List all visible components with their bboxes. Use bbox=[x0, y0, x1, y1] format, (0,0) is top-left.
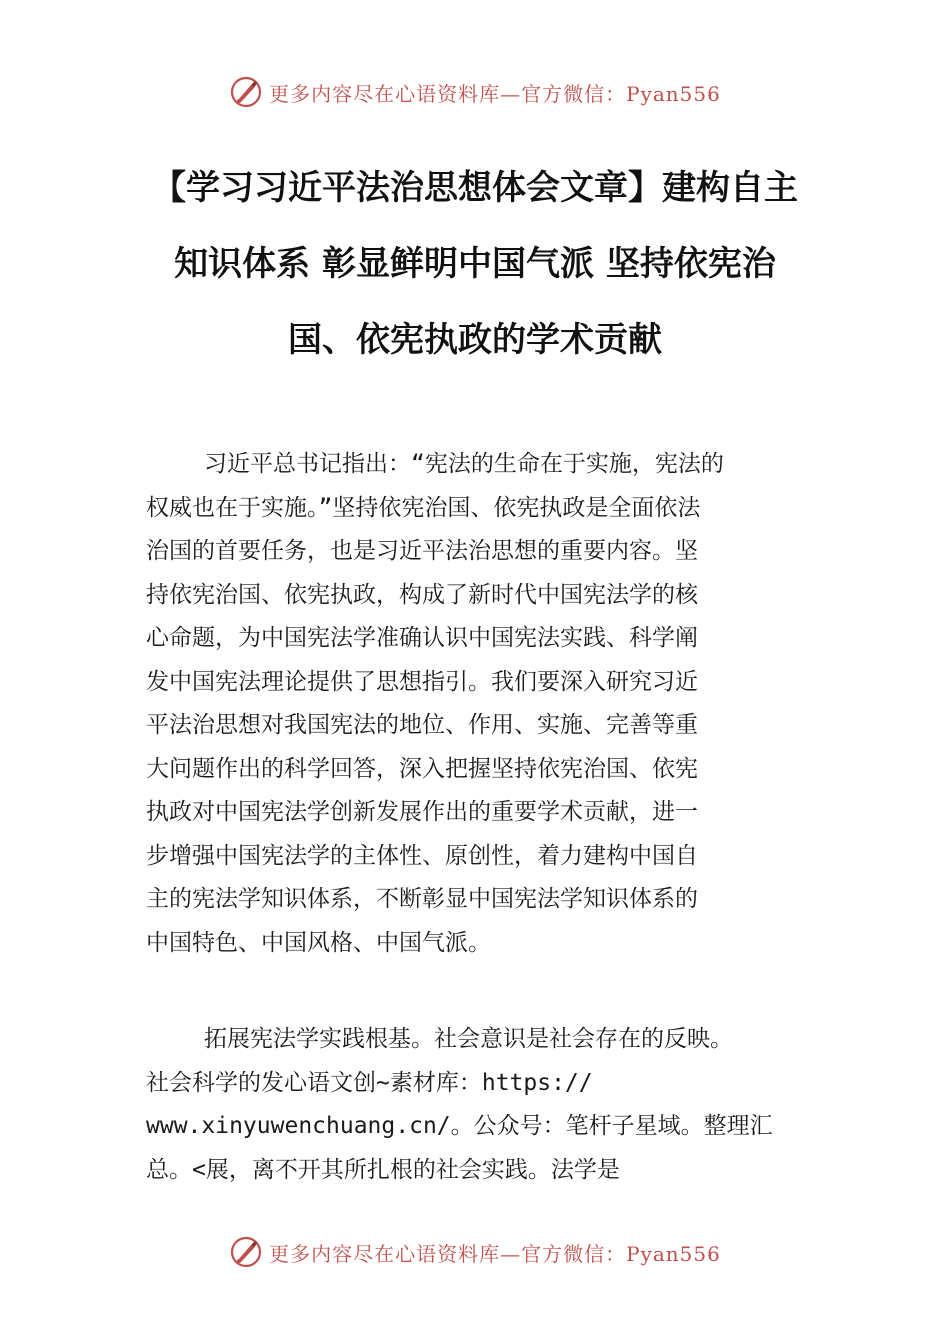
document-title bbox=[100, 150, 850, 378]
paragraph-1 bbox=[146, 443, 836, 965]
paragraph-line: 步增强中国宪法学的主体性、原创性，着力建构中国自 bbox=[146, 842, 698, 869]
paragraph-line: 持依宪治国、依宪执政，构成了新时代中国宪法学的核 bbox=[146, 581, 698, 608]
paragraph-line: 习近平总书记指出：“宪法的生命在于实施，宪法的 bbox=[204, 451, 724, 477]
paragraph-line: 发中国宪法理论提供了思想指引。我们要深入研究习近 bbox=[146, 668, 698, 695]
watermark-text: 更多内容尽在心语资料库—官方微信：Pyan556 bbox=[269, 81, 721, 106]
paragraph-2 bbox=[146, 1018, 836, 1192]
paragraph-line: 平法治思想对我国宪法的地位、作用、实施、完善等重 bbox=[146, 712, 698, 738]
paragraph-line: 权威也在于实施。”坚持依宪治国、依宪执政是全面依法 bbox=[146, 494, 701, 521]
paragraph-line: 执政对中国宪法学创新发展作出的重要学术贡献，进一 bbox=[146, 799, 698, 825]
title-line: 知识体系 彰显鲜明中国气派 坚持依宪治 bbox=[174, 244, 776, 284]
title-line: 国、依宪执政的学术贡献 bbox=[288, 320, 662, 360]
paragraph-line: 社会科学的发心语文创~素材库：https:// bbox=[146, 1069, 593, 1096]
title-line: 【学习习近平法治思想体会文章】建构自主 bbox=[152, 168, 798, 208]
paragraph-line: 心命题，为中国宪法学准确认识中国宪法实践、科学阐 bbox=[146, 625, 698, 651]
paragraph-line: 总。<展，离不开其所扎根的社会实践。法学是 bbox=[146, 1156, 620, 1183]
brush-pen-logo-icon bbox=[229, 1235, 263, 1269]
watermark-text: 更多内容尽在心语资料库—官方微信：Pyan556 bbox=[269, 1241, 721, 1266]
watermark-header bbox=[0, 72, 950, 112]
brush-pen-logo-icon bbox=[229, 75, 263, 109]
watermark-footer bbox=[0, 1232, 950, 1272]
paragraph-line: 中国特色、中国风格、中国气派。 bbox=[146, 929, 491, 956]
paragraph-line: 主的宪法学知识体系，不断彰显中国宪法学知识体系的 bbox=[146, 886, 698, 912]
paragraph-line: 治国的首要任务，也是习近平法治思想的重要内容。坚 bbox=[146, 538, 698, 564]
paragraph-line: 大问题作出的科学回答，深入把握坚持依宪治国、依宪 bbox=[146, 755, 698, 782]
paragraph-line: www.xinyuwenchuang.cn/。公众号：笔杆子星域。整理汇 bbox=[146, 1113, 773, 1139]
paragraph-line: 拓展宪法学实践根基。社会意识是社会存在的反映。 bbox=[204, 1026, 733, 1052]
